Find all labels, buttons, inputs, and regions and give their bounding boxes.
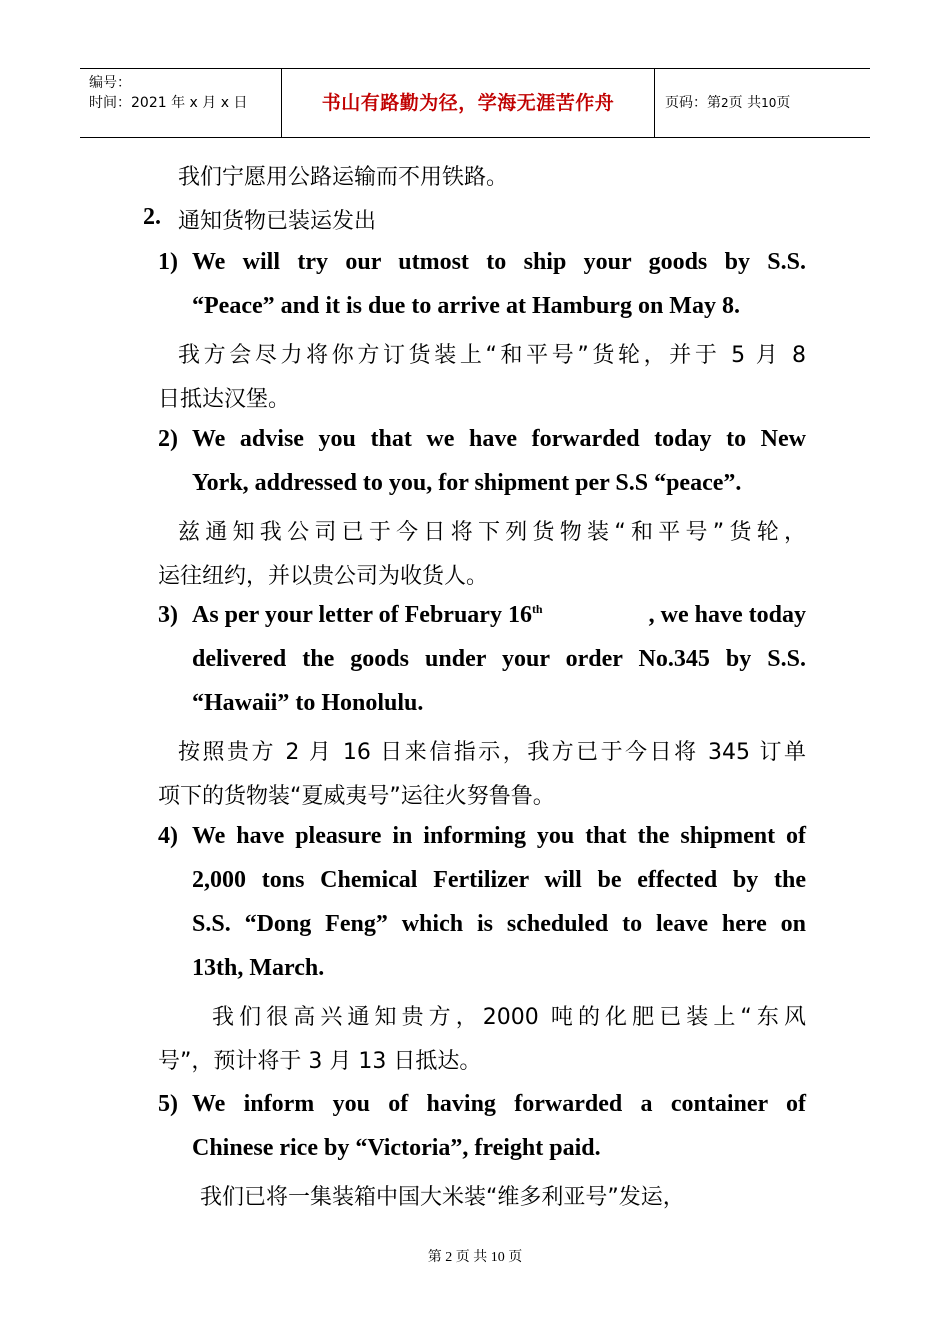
chinese-line: 运往纽约，并以贵公司为收货人。: [158, 564, 489, 589]
item-number: 3): [158, 602, 178, 628]
page-total: 10: [761, 96, 777, 110]
document-date-label: 时间：2021 年 x 月 x 日: [89, 95, 248, 111]
english-line: “Hawaii” to Honolulu.: [192, 690, 424, 716]
english-text: As per your letter of February 16: [192, 602, 532, 628]
header-meta: [80, 69, 282, 137]
chinese-line: 我们已将一集装箱中国大米装“维多利亚号”发运，: [200, 1185, 685, 1210]
chinese-line: 按照贵方 2 月 16 日来信指示，我方已于今日将 345 订单: [178, 740, 806, 765]
english-line: We will try our utmost to ship your goods by S.S.: [192, 249, 806, 275]
item-number: 1): [158, 249, 178, 275]
page-footer: 第 2 页 共 10 页: [427, 1250, 523, 1265]
english-line: S.S. “Dong Feng” which is scheduled to leave here on: [192, 911, 806, 937]
english-line: We inform you of having forwarded a container of: [192, 1091, 806, 1117]
chinese-line: 日抵达汉堡。: [158, 387, 291, 412]
english-line: 13th, March.: [192, 955, 325, 981]
document-number-label: 编号：: [89, 75, 131, 91]
english-line: Chinese rice by “Victoria”, freight paid.: [192, 1135, 601, 1161]
page-mid: 页 共: [728, 95, 762, 111]
english-text: , we have today: [648, 602, 806, 628]
english-line: “Peace” and it is due to arrive at Hamburg on May 8.: [192, 293, 740, 319]
page-number: 2: [721, 96, 729, 110]
header-page-info: [655, 69, 870, 137]
item-number: 5): [158, 1091, 178, 1117]
chinese-line: 兹通知我公司已于今日将下列货物装“和平号”货轮，: [178, 520, 806, 545]
superscript: th: [531, 602, 543, 616]
page-header: [80, 68, 870, 138]
item-number: 4): [158, 823, 178, 849]
page-end: 页: [776, 95, 791, 111]
chinese-line: 项下的货物装“夏威夷号”运往火努鲁鲁。: [158, 784, 555, 809]
header-motto: 书山有路勤为径，学海无涯苦作舟: [282, 69, 655, 137]
section-title: 通知货物已装运发出: [178, 209, 377, 234]
chinese-line: 我方会尽力将你方订货装上“和平号”货轮，并于 5 月 8: [178, 343, 806, 368]
page-label: 页码：第: [665, 95, 721, 111]
chinese-line: 号”，预计将于 3 月 13 日抵达。: [158, 1049, 482, 1074]
section-number: 2.: [143, 204, 161, 230]
english-line: delivered the goods under your order No.345 by S.S.: [192, 646, 806, 672]
english-line: 2,000 tons Chemical Fertilizer will be effected by the: [192, 867, 806, 893]
english-line: We advise you that we have forwarded today to New: [192, 426, 806, 452]
english-text: [192, 602, 543, 629]
english-line: York, addressed to you, for shipment per S.S “peace”.: [192, 470, 742, 496]
chinese-line: 我们很高兴通知贵方，2000 吨的化肥已装上“东风: [212, 1005, 806, 1030]
paragraph-line: 我们宁愿用公路运输而不用铁路。: [178, 165, 509, 190]
item-number: 2): [158, 426, 178, 452]
english-line: We have pleasure in informing you that the shipment of: [192, 823, 806, 849]
